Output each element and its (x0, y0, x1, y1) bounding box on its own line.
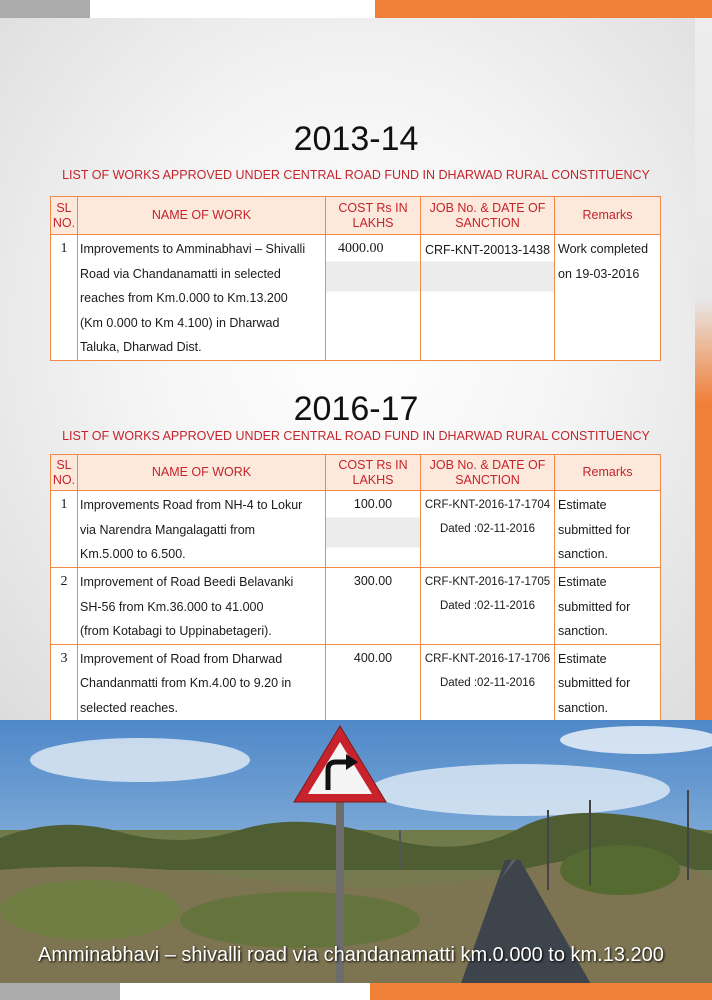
row-cost: 100.00 (326, 491, 421, 568)
row-remarks (555, 491, 661, 568)
header-remarks: Remarks (555, 455, 661, 491)
job-line: Dated :02-11-2016 (439, 600, 536, 612)
remarks-line: Estimate (558, 575, 607, 589)
table-header-row (51, 455, 661, 491)
row-name-of-work (78, 568, 326, 645)
row-sl-no: 2 (51, 568, 78, 645)
row-job-no (421, 568, 555, 645)
header-name-of-work: NAME OF WORK (78, 197, 326, 235)
name-line: Chandanmatti from Km.4.00 to 9.20 in (80, 676, 292, 690)
job-line: Dated :02-11-2016 (439, 523, 536, 535)
remarks-line: sanction. (558, 547, 609, 561)
works-table-2013-14 (50, 196, 661, 361)
photo-caption: Amminabhavi – shivalli road via chandanamatti km.0.000 to km.13.200 (38, 944, 664, 966)
top-bar-orange (375, 0, 712, 18)
remarks-line: submitted for (558, 599, 631, 614)
header-remarks: Remarks (555, 197, 661, 235)
row-job-no (421, 644, 555, 721)
job-line: Dated :02-11-2016 (439, 676, 536, 689)
row-cost: 300.00 (326, 568, 421, 645)
works-table-2016-17 (50, 454, 661, 721)
name-line: reaches from Km.0.000 to Km.13.200 (80, 291, 288, 305)
row-job-no (421, 491, 555, 568)
remarks-line: submitted for (558, 676, 631, 690)
row-cost: 400.00 (326, 644, 421, 721)
job-line: CRF-KNT-2016-17-1706 (424, 652, 551, 665)
table-row (51, 568, 661, 645)
top-bar-white (90, 0, 375, 18)
name-line: Improvement of Road from Dharwad (80, 651, 283, 666)
top-bar-gray (0, 0, 90, 18)
row-sl-no: 3 (51, 644, 78, 721)
name-line: Improvements to Amminabhavi – Shivalli (80, 242, 306, 256)
remarks-line: on 19-03-2016 (558, 266, 640, 281)
remarks-line: Estimate (558, 651, 607, 666)
header-name-of-work: NAME OF WORK (78, 455, 326, 491)
header-job-no: JOB No. & DATE OF SANCTION (421, 455, 555, 491)
year-heading-2013-14: 2013-14 (293, 120, 419, 158)
table-row (51, 491, 661, 568)
header-cost: COST Rs IN LAKHS (326, 197, 421, 235)
name-line: Improvement of Road Beedi Belavanki (80, 575, 294, 589)
row-remarks (555, 235, 661, 361)
bottom-bar-white (120, 983, 370, 1000)
remarks-line: Work completed (558, 242, 649, 256)
remarks-line: sanction. (558, 700, 609, 715)
header-cost: COST Rs IN LAKHS (326, 455, 421, 491)
row-job-no: CRF-KNT-20013-1438 (421, 235, 555, 361)
row-name-of-work (78, 491, 326, 568)
table-row (51, 644, 661, 721)
section-subtitle-2013-14: LIST OF WORKS APPROVED UNDER CENTRAL ROAD FUND IN DHARWAD RURAL CONSTITUENCY (62, 168, 650, 182)
name-line: via Narendra Mangalagatti from (80, 522, 256, 537)
name-line: Taluka, Dharwad Dist. (80, 340, 202, 354)
name-line: (from Kotabagi to Uppinabetageri). (80, 624, 272, 638)
row-remarks (555, 568, 661, 645)
name-line: selected reaches. (80, 700, 178, 715)
table-header-row (51, 197, 661, 235)
header-sl-no: SL NO. (51, 197, 78, 235)
name-line: Km.5.000 to 6.500. (80, 547, 186, 561)
job-line: CRF-KNT-2016-17-1704 (424, 499, 551, 511)
row-sl-no: 1 (51, 235, 78, 361)
bottom-bar-orange (370, 983, 712, 1000)
bottom-bar-gray (0, 983, 120, 1000)
row-cost: 4000.00 (326, 235, 421, 361)
year-heading-2016-17: 2016-17 (293, 390, 419, 428)
row-remarks (555, 644, 661, 721)
header-job-no: JOB No. & DATE OF SANCTION (421, 197, 555, 235)
name-line: Road via Chandanamatti in selected (80, 266, 281, 281)
remarks-line: sanction. (558, 624, 609, 638)
remarks-line: submitted for (558, 522, 631, 537)
job-line: CRF-KNT-2016-17-1705 (424, 576, 551, 588)
row-sl-no: 1 (51, 491, 78, 568)
row-name-of-work (78, 644, 326, 721)
remarks-line: Estimate (558, 498, 607, 512)
name-line: SH-56 from Km.36.000 to 41.000 (80, 599, 264, 614)
table-row (51, 235, 661, 361)
section-subtitle-2016-17: LIST OF WORKS APPROVED UNDER CENTRAL ROAD FUND IN DHARWAD RURAL CONSTITUENCY (62, 429, 650, 443)
row-name-of-work (78, 235, 326, 361)
header-sl-no: SL NO. (51, 455, 78, 491)
name-line: Improvements Road from NH-4 to Lokur (80, 498, 303, 512)
name-line: (Km 0.000 to Km 4.100) in Dharwad (80, 315, 280, 330)
